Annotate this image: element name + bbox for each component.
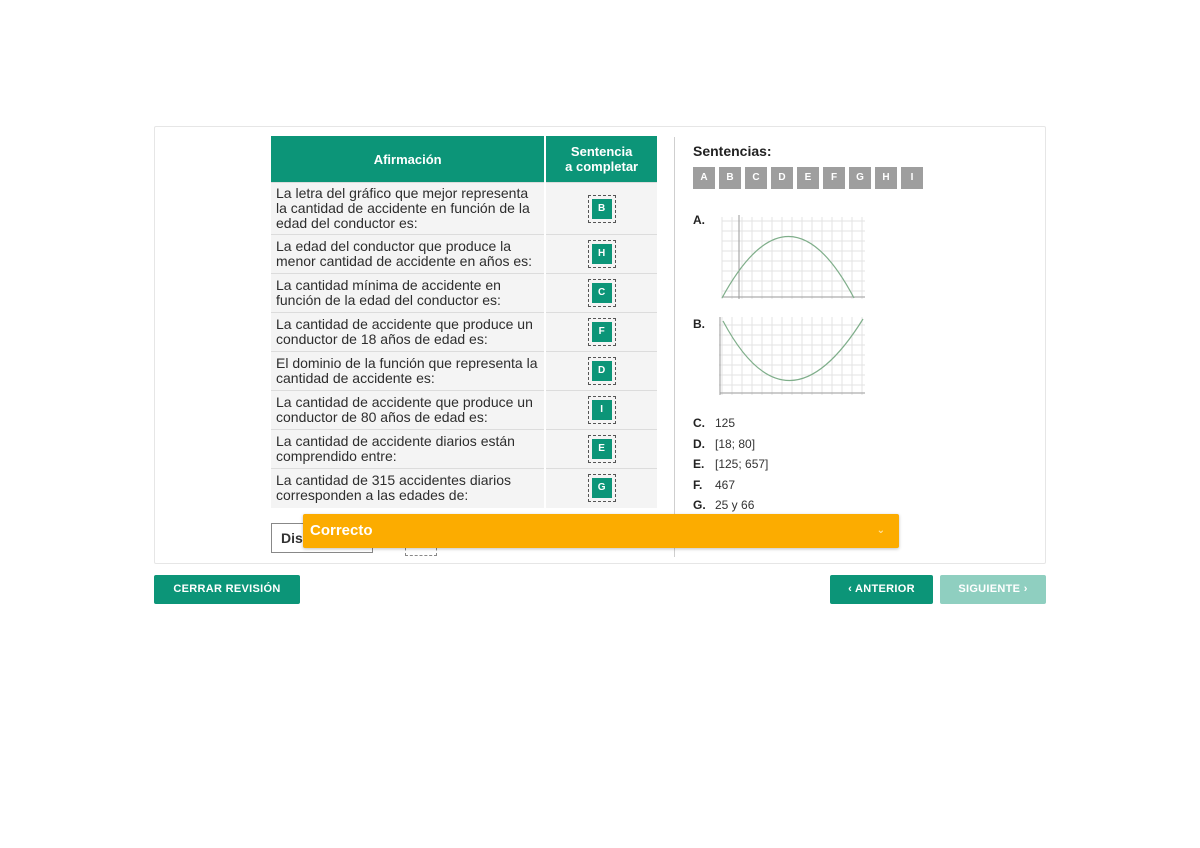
drop-slot[interactable] — [545, 183, 657, 235]
value-text: 25 y 66 — [715, 498, 755, 512]
table-row — [271, 274, 657, 313]
table-row — [271, 313, 657, 352]
next-label: SIGUIENTE — [958, 583, 1021, 595]
previous-label: ANTERIOR — [855, 583, 915, 595]
column-divider — [674, 137, 675, 557]
disabled-action-button[interactable]: Dis — [271, 523, 373, 553]
value-text: [18; 80] — [715, 436, 756, 451]
value-item — [693, 475, 768, 496]
feedback-banner[interactable] — [303, 514, 899, 548]
table-row — [271, 183, 657, 235]
header-slot-line2: a completar — [565, 159, 639, 174]
graph-a-image — [717, 213, 867, 301]
statement-table — [271, 136, 657, 508]
value-item — [693, 434, 768, 455]
statement-text: La edad del conductor que produce la menor cantidad de accidente en años es: — [271, 235, 545, 274]
drop-slot[interactable] — [545, 352, 657, 391]
value-item — [693, 454, 768, 475]
sentence-chip[interactable]: A — [693, 167, 715, 189]
previous-button[interactable] — [830, 575, 933, 604]
statement-text: El dominio de la función que representa la cantidad de accidente es: — [271, 352, 545, 391]
table-row — [271, 430, 657, 469]
feedback-text: Correcto — [310, 522, 373, 539]
header-statement: Afirmación — [271, 136, 545, 183]
chevron-right-icon: › — [1023, 583, 1028, 595]
graph-b-label: B. — [693, 317, 705, 331]
sentence-chip[interactable]: E — [797, 167, 819, 189]
drop-slot[interactable] — [545, 469, 657, 508]
table-row — [271, 352, 657, 391]
drop-slot[interactable] — [545, 430, 657, 469]
value-letter: E. — [693, 457, 705, 471]
sentence-chip[interactable]: D — [771, 167, 793, 189]
value-item — [693, 413, 768, 434]
drop-slot[interactable] — [545, 313, 657, 352]
value-text: 467 — [715, 477, 736, 492]
sentencias-title: Sentencias: — [693, 143, 772, 159]
sentence-chip[interactable]: I — [901, 167, 923, 189]
value-letter: F. — [693, 477, 703, 492]
sentence-chip[interactable]: B — [719, 167, 741, 189]
statement-text: La letra del gráfico que mejor representa la cantidad de accidente en función de la edad del conductor es: — [271, 183, 545, 235]
table-row — [271, 469, 657, 508]
statement-text: La cantidad de accidente que produce un conductor de 18 años de edad es: — [271, 313, 545, 352]
sentence-chip[interactable]: C — [745, 167, 767, 189]
answer-chip[interactable]: H — [592, 244, 612, 264]
answer-chip[interactable]: G — [592, 478, 612, 498]
sentence-chip-bank — [693, 167, 923, 189]
drop-slot[interactable] — [545, 274, 657, 313]
next-button[interactable] — [940, 575, 1046, 604]
chevron-left-icon: ‹ — [848, 583, 853, 595]
answer-chip[interactable]: E — [592, 439, 612, 459]
answer-chip[interactable]: B — [592, 199, 612, 219]
review-panel — [154, 126, 1046, 564]
answer-chip[interactable]: C — [592, 283, 612, 303]
answer-chip[interactable]: I — [592, 400, 612, 420]
table-row — [271, 235, 657, 274]
value-text: [125; 657] — [715, 457, 769, 471]
sentence-chip[interactable]: G — [849, 167, 871, 189]
value-letter: C. — [693, 416, 705, 430]
table-row — [271, 391, 657, 430]
value-text: 125 — [715, 416, 736, 430]
drop-slot[interactable] — [545, 391, 657, 430]
header-slot-line1: Sentencia — [570, 144, 633, 159]
value-letter: G. — [693, 498, 706, 512]
chevron-down-icon[interactable]: ⌄ — [876, 525, 885, 536]
statement-text: La cantidad de accidente diarios están comprendido entre: — [271, 430, 545, 469]
answer-chip[interactable]: F — [592, 322, 612, 342]
graph-b-image — [717, 315, 867, 397]
close-review-button[interactable]: CERRAR REVISIÓN — [154, 575, 300, 604]
value-letter: D. — [693, 436, 705, 451]
statement-text: La cantidad de accidente que produce un conductor de 80 años de edad es: — [271, 391, 545, 430]
sentence-chip[interactable]: H — [875, 167, 897, 189]
statement-text: La cantidad de 315 accidentes diarios corresponden a las edades de: — [271, 469, 545, 508]
statement-text: La cantidad mínima de accidente en función de la edad del conductor es: — [271, 274, 545, 313]
header-slot — [545, 136, 657, 183]
drop-slot[interactable] — [545, 235, 657, 274]
value-item — [693, 495, 768, 516]
answer-chip[interactable]: D — [592, 361, 612, 381]
sentence-values — [693, 413, 768, 516]
graph-a-label: A. — [693, 213, 705, 227]
sentence-chip[interactable]: F — [823, 167, 845, 189]
